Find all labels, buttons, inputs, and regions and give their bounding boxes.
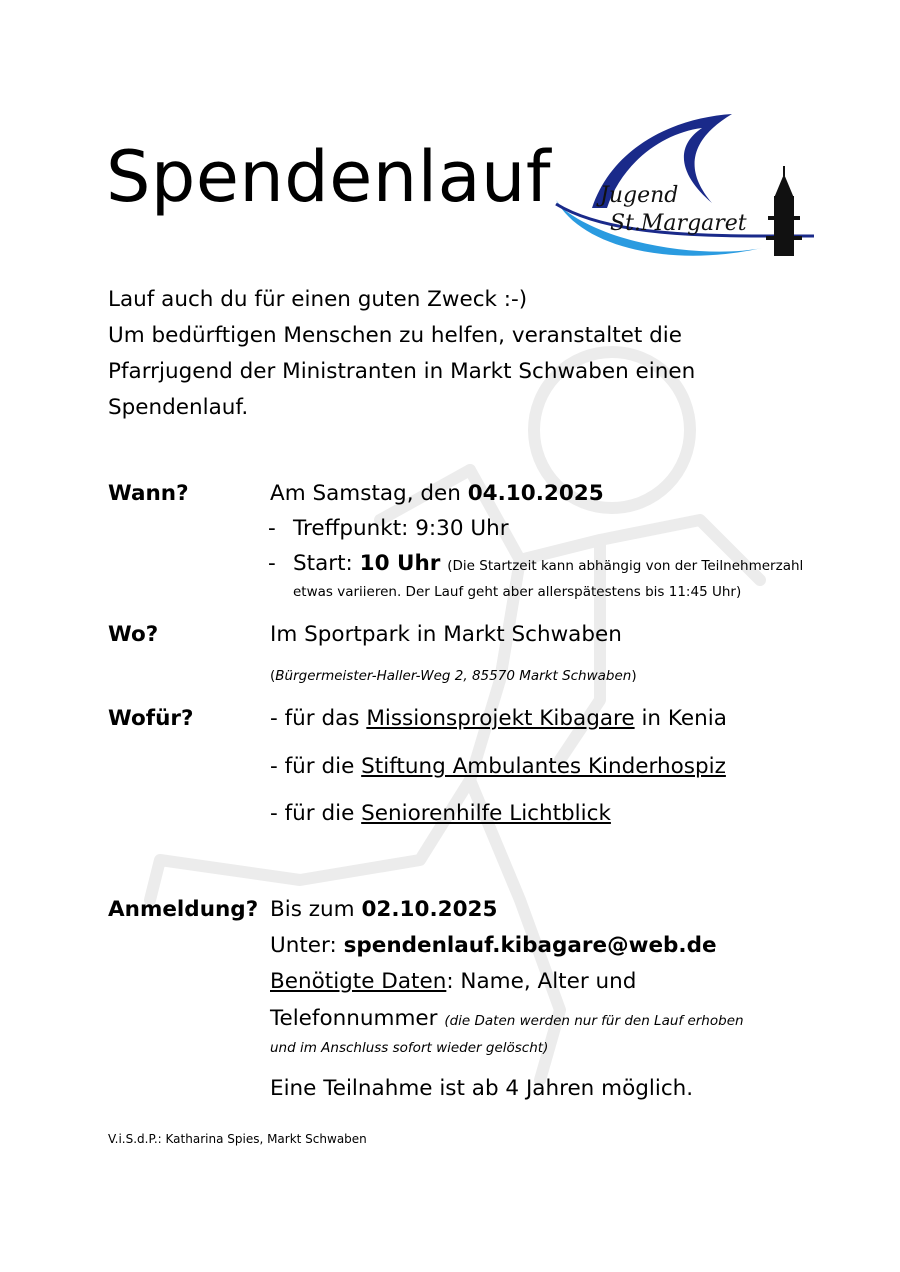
data-note-2 [270,1040,548,1056]
start-line [268,551,803,576]
required-data-link[interactable]: Benötigte Daten [270,969,447,994]
deadline-line [270,897,497,922]
wofuer-item [270,754,726,779]
wo-place: Im Sportpark in Markt Schwaben [270,622,622,647]
start-note: (Die Startzeit kann abhängig von der Teilnehmerzahl [447,558,804,574]
wofuer-item [270,801,611,826]
data-note-text: und im Anschluss sofort wieder gelöscht) [270,1040,549,1056]
intro-line: Lauf auch du für einen guten Zweck :-) [108,287,528,312]
link-missionsprojekt-kibagare[interactable]: Missionsprojekt Kibagare [366,706,635,731]
start-note-2: etwas variieren. Der Lauf geht aber allerspätestens bis 11:45 Uhr) [293,584,742,600]
jugend-st-margaret-logo [552,108,820,270]
email-address[interactable]: spendenlauf.kibagare@web.de [343,933,717,958]
meet-line [268,516,509,541]
intro-line: Spendenlauf. [108,395,249,420]
age-info: Eine Teilnahme ist ab 4 Jahren möglich. [270,1076,694,1101]
imprint: V.i.S.d.P.: Katharina Spies, Markt Schwaben [108,1132,367,1146]
data-line-2 [270,1006,744,1031]
intro-text [108,282,868,426]
item-suffix: in Kenia [634,706,727,731]
required-data-text-2: Telefonnummer [270,1006,445,1031]
start-dash: - [268,551,276,576]
deadline-date: 02.10.2025 [361,897,498,922]
wann-date-line [270,481,604,506]
item-prefix: - für die [270,801,362,826]
date-prefix: Am Samstag, den [270,481,468,506]
address-close: ) [631,668,637,684]
email-line [270,933,717,958]
event-date: 04.10.2025 [467,481,604,506]
address: Bürgermeister-Haller-Weg 2, 85570 Markt Schwaben [275,668,632,684]
page-title: Spendenlauf [106,136,552,218]
wofuer-item [270,706,727,731]
item-prefix: - für die [270,754,362,779]
church-tower-icon [766,166,802,256]
wann-label: Wann? [108,481,189,506]
deadline-prefix: Bis zum [270,897,362,922]
start-prefix: Start: [293,551,360,576]
wo-label: Wo? [108,622,159,647]
required-data-text: : Name, Alter und [446,969,637,994]
wofuer-label: Wofür? [108,706,194,731]
link-seniorenhilfe-lichtblick[interactable]: Seniorenhilfe Lichtblick [361,801,611,826]
email-prefix: Unter: [270,933,344,958]
logo-text-jugend: Jugend [600,183,679,208]
intro-line: Pfarrjugend der Ministranten in Markt Schwaben einen [108,359,696,384]
address-open: ( [270,668,276,684]
start-time: 10 Uhr [359,551,441,576]
intro-line: Um bedürftigen Menschen zu helfen, veranstaltet die [108,323,682,348]
wo-address [270,668,637,684]
logo-text-st-margaret: St.Margaret [610,211,747,236]
meet-dash: - [268,516,276,541]
link-stiftung-kinderhospiz[interactable]: Stiftung Ambulantes Kinderhospiz [361,754,726,779]
anmeldung-label: Anmeldung? [108,897,259,922]
data-line [270,969,636,994]
data-note: (die Daten werden nur für den Lauf erhoben [444,1013,744,1029]
meet-time: Treffpunkt: 9:30 Uhr [293,516,509,541]
item-prefix: - für das [270,706,367,731]
